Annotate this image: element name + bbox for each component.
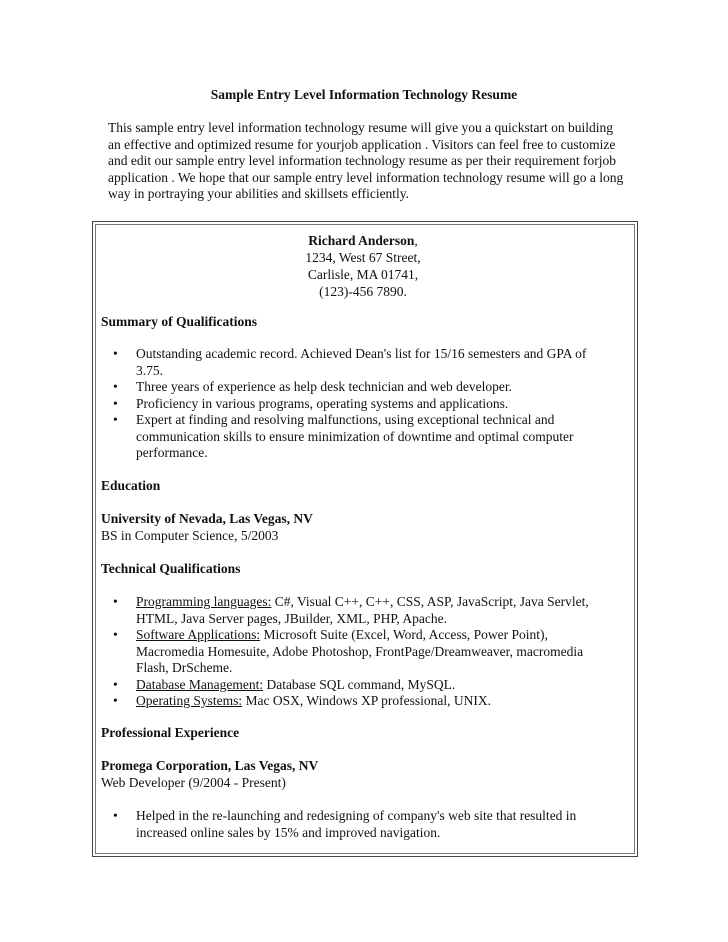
list-item: • Database Management: Database SQL command, MySQL. [113,676,456,692]
education-school: University of Nevada, Las Vegas, NV [101,511,313,526]
contact-street: 1234, West 67 Street, [305,250,421,265]
skill-label: Software Applications: [136,627,261,642]
contact-city: Carlisle, MA 01741, [307,267,419,282]
education-heading: Education [101,478,161,493]
document-title: Sample Entry Level Information Technology Resume [210,87,518,102]
experience-role: Web Developer (9/2004 - Present) [101,775,286,790]
resume-box [92,221,638,857]
bullet-icon: • [113,676,118,692]
technical-heading: Technical Qualifications [101,561,241,576]
experience-company: Promega Corporation, Las Vegas, NV [101,758,319,773]
skill-label: Operating Systems: [136,693,243,708]
list-item: • Three years of experience as help desk technician and web developer. [113,379,512,394]
bullet-icon: • [113,594,118,609]
list-item: • Helped in the re-launching and redesigning of company's web site that resulted in increased online sales by 15% and improved navigation. [113,808,577,840]
list-item: • Outstanding academic record. Achieved Dean's list for 15/16 semesters and GPA of 3.75. [113,346,587,378]
contact-phone: (123)-456 7890. [319,284,407,299]
bullet-icon: • [113,808,118,823]
skill-label: Database Management: [136,676,264,692]
intro-paragraph: This sample entry level information technology resume will give you a quickstart on building an effective and optimized resume for yourjob application . Visitors can feel free to customize and edit our sample entry level information technology resume as per their requirement forjob application . We hope that our sample entry level information technology resume will go a long way in portraying your abilities and skillsets efficiently. [108,120,624,201]
bullet-icon: • [113,395,118,411]
bullet-icon: • [113,627,118,642]
bullet-icon: • [113,412,118,427]
list-item: • Programming languages: C#, Visual C++, C++, CSS, ASP, JavaScript, Java Servlet, HTML, Java Server pages, JBuilder, XML, PHP, Apache. [113,594,589,626]
summary-list [93,346,613,462]
experience-list [93,808,613,841]
list-item: • Software Applications: Microsoft Suite (Excel, Word, Access, Power Point), Macromedia Homesuite, Adobe Photoshop, FrontPage/Dreamweaver, macromedia Flash, DrScheme. [113,627,584,675]
experience-heading: Professional Experience [101,725,240,740]
skill-label: Programming languages: [136,594,272,609]
list-item: • Proficiency in various programs, operating systems and applications. [113,395,509,411]
bullet-icon: • [113,346,118,361]
bullet-icon: • [113,379,118,394]
list-item: • Operating Systems: Mac OSX, Windows XP professional, UNIX. [113,693,491,708]
summary-heading: Summary of Qualifications [101,314,258,329]
technical-list [93,594,613,710]
contact-block [93,232,633,300]
contact-name-line [93,232,633,249]
candidate-name-suffix: , [414,233,418,248]
education-degree: BS in Computer Science, 5/2003 [101,528,279,543]
bullet-icon: • [113,693,118,708]
list-item: • Expert at finding and resolving malfunctions, using exceptional technical and communication skills to ensure minimization of downtime and optimal computer performance. [113,412,574,460]
candidate-name: Richard Anderson [308,233,415,248]
